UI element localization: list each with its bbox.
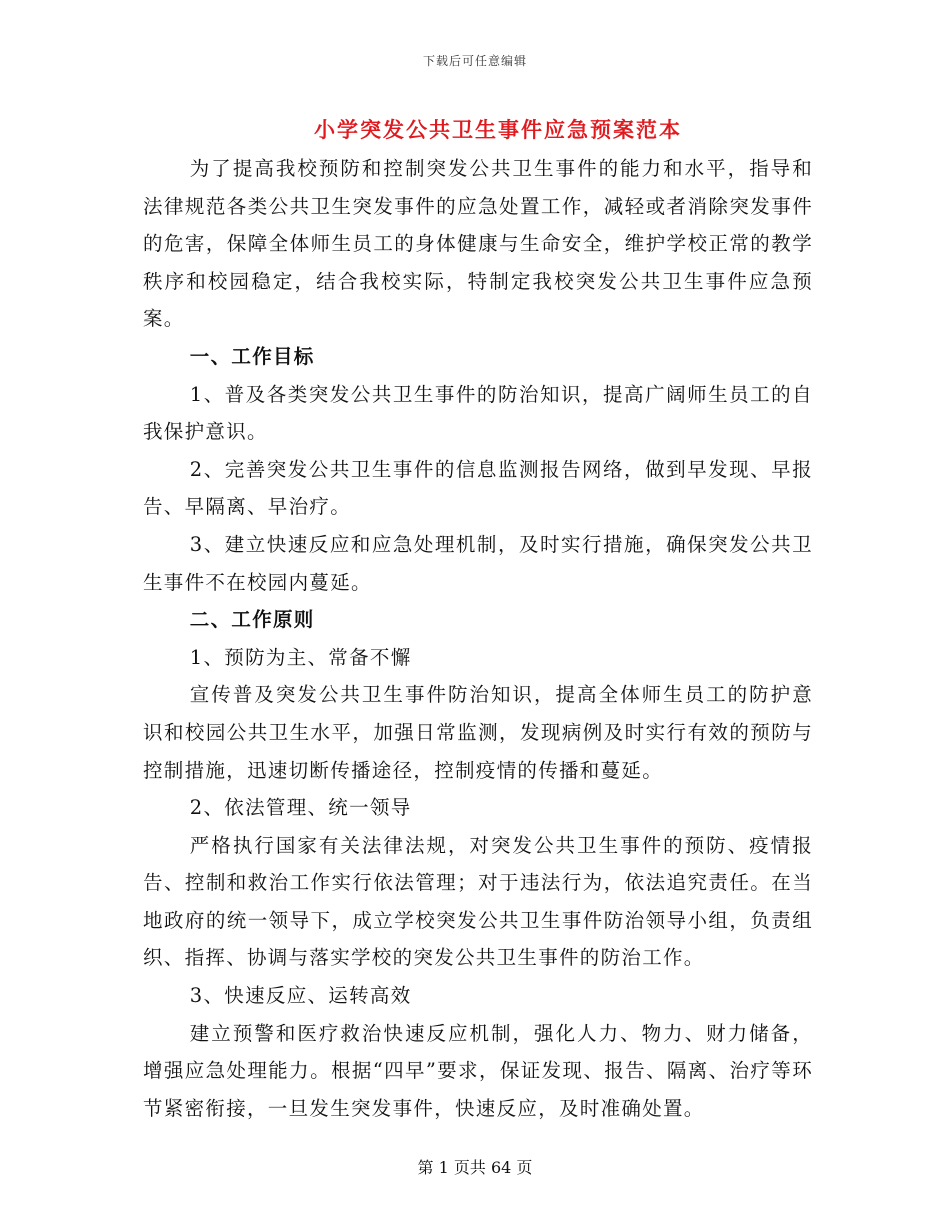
section-heading-principles: 二、工作原则	[189, 608, 315, 632]
principle-body-2: 严格执行国家有关法律法规，对突发公共卫生事件的预防、疫情报告、控制和救治工作实行依法管理；对于违法行为，依法追究责任。在当地政府的统一领导下，成立学校突发公共卫生事件防治领导小组，负责组织、指挥、协调与落实学校的突发公共卫生事件的防治工作。	[143, 833, 813, 970]
document-title: 小学突发公共卫生事件应急预案范本	[314, 118, 682, 142]
goal-item-1: 1、普及各类突发公共卫生事件的防治知识，提高广阔师生员工的自我保护意识。	[143, 382, 813, 444]
principle-title-3: 3、快速反应、运转高效	[189, 984, 412, 1008]
document-body	[143, 150, 813, 1127]
page-header-note: 下载后可任意编辑	[422, 54, 527, 68]
principle-title-1: 1、预防为主、常备不懈	[189, 645, 412, 669]
principle-body-3: 建立预警和医疗救治快速反应机制，强化人力、物力、财力储备，增强应急处理能力。根据“四早”要求，保证发现、报告、隔离、治疗等环节紧密衔接，一旦发生突发事件，快速反应，及时准确处置。	[143, 1021, 813, 1120]
intro-paragraph: 为了提高我校预防和控制突发公共卫生事件的能力和水平，指导和法律规范各类公共卫生突发事件的应急处置工作，减轻或者消除突发事件的危害，保障全体师生员工的身体健康与生命安全，维护学校正常的教学秩序和校园稳定，结合我校实际，特制定我校突发公共卫生事件应急预案。	[143, 157, 813, 331]
principle-title-2: 2、依法管理、统一领导	[189, 796, 412, 820]
goal-item-3: 3、建立快速反应和应急处理机制，及时实行措施，确保突发公共卫生事件不在校园内蔓延。	[143, 532, 813, 594]
section-heading-goals: 一、工作目标	[189, 344, 315, 368]
goal-item-2: 2、完善突发公共卫生事件的信息监测报告网络，做到早发现、早报告、早隔离、早治疗。	[143, 457, 813, 519]
principle-body-1: 宣传普及突发公共卫生事件防治知识，提高全体师生员工的防护意识和校园公共卫生水平，加强日常监测，发现病例及时实行有效的预防与控制措施，迅速切断传播途径，控制疫情的传播和蔓延。	[143, 683, 813, 782]
page-number-footer: 第 1 页共 64 页	[417, 1158, 533, 1177]
